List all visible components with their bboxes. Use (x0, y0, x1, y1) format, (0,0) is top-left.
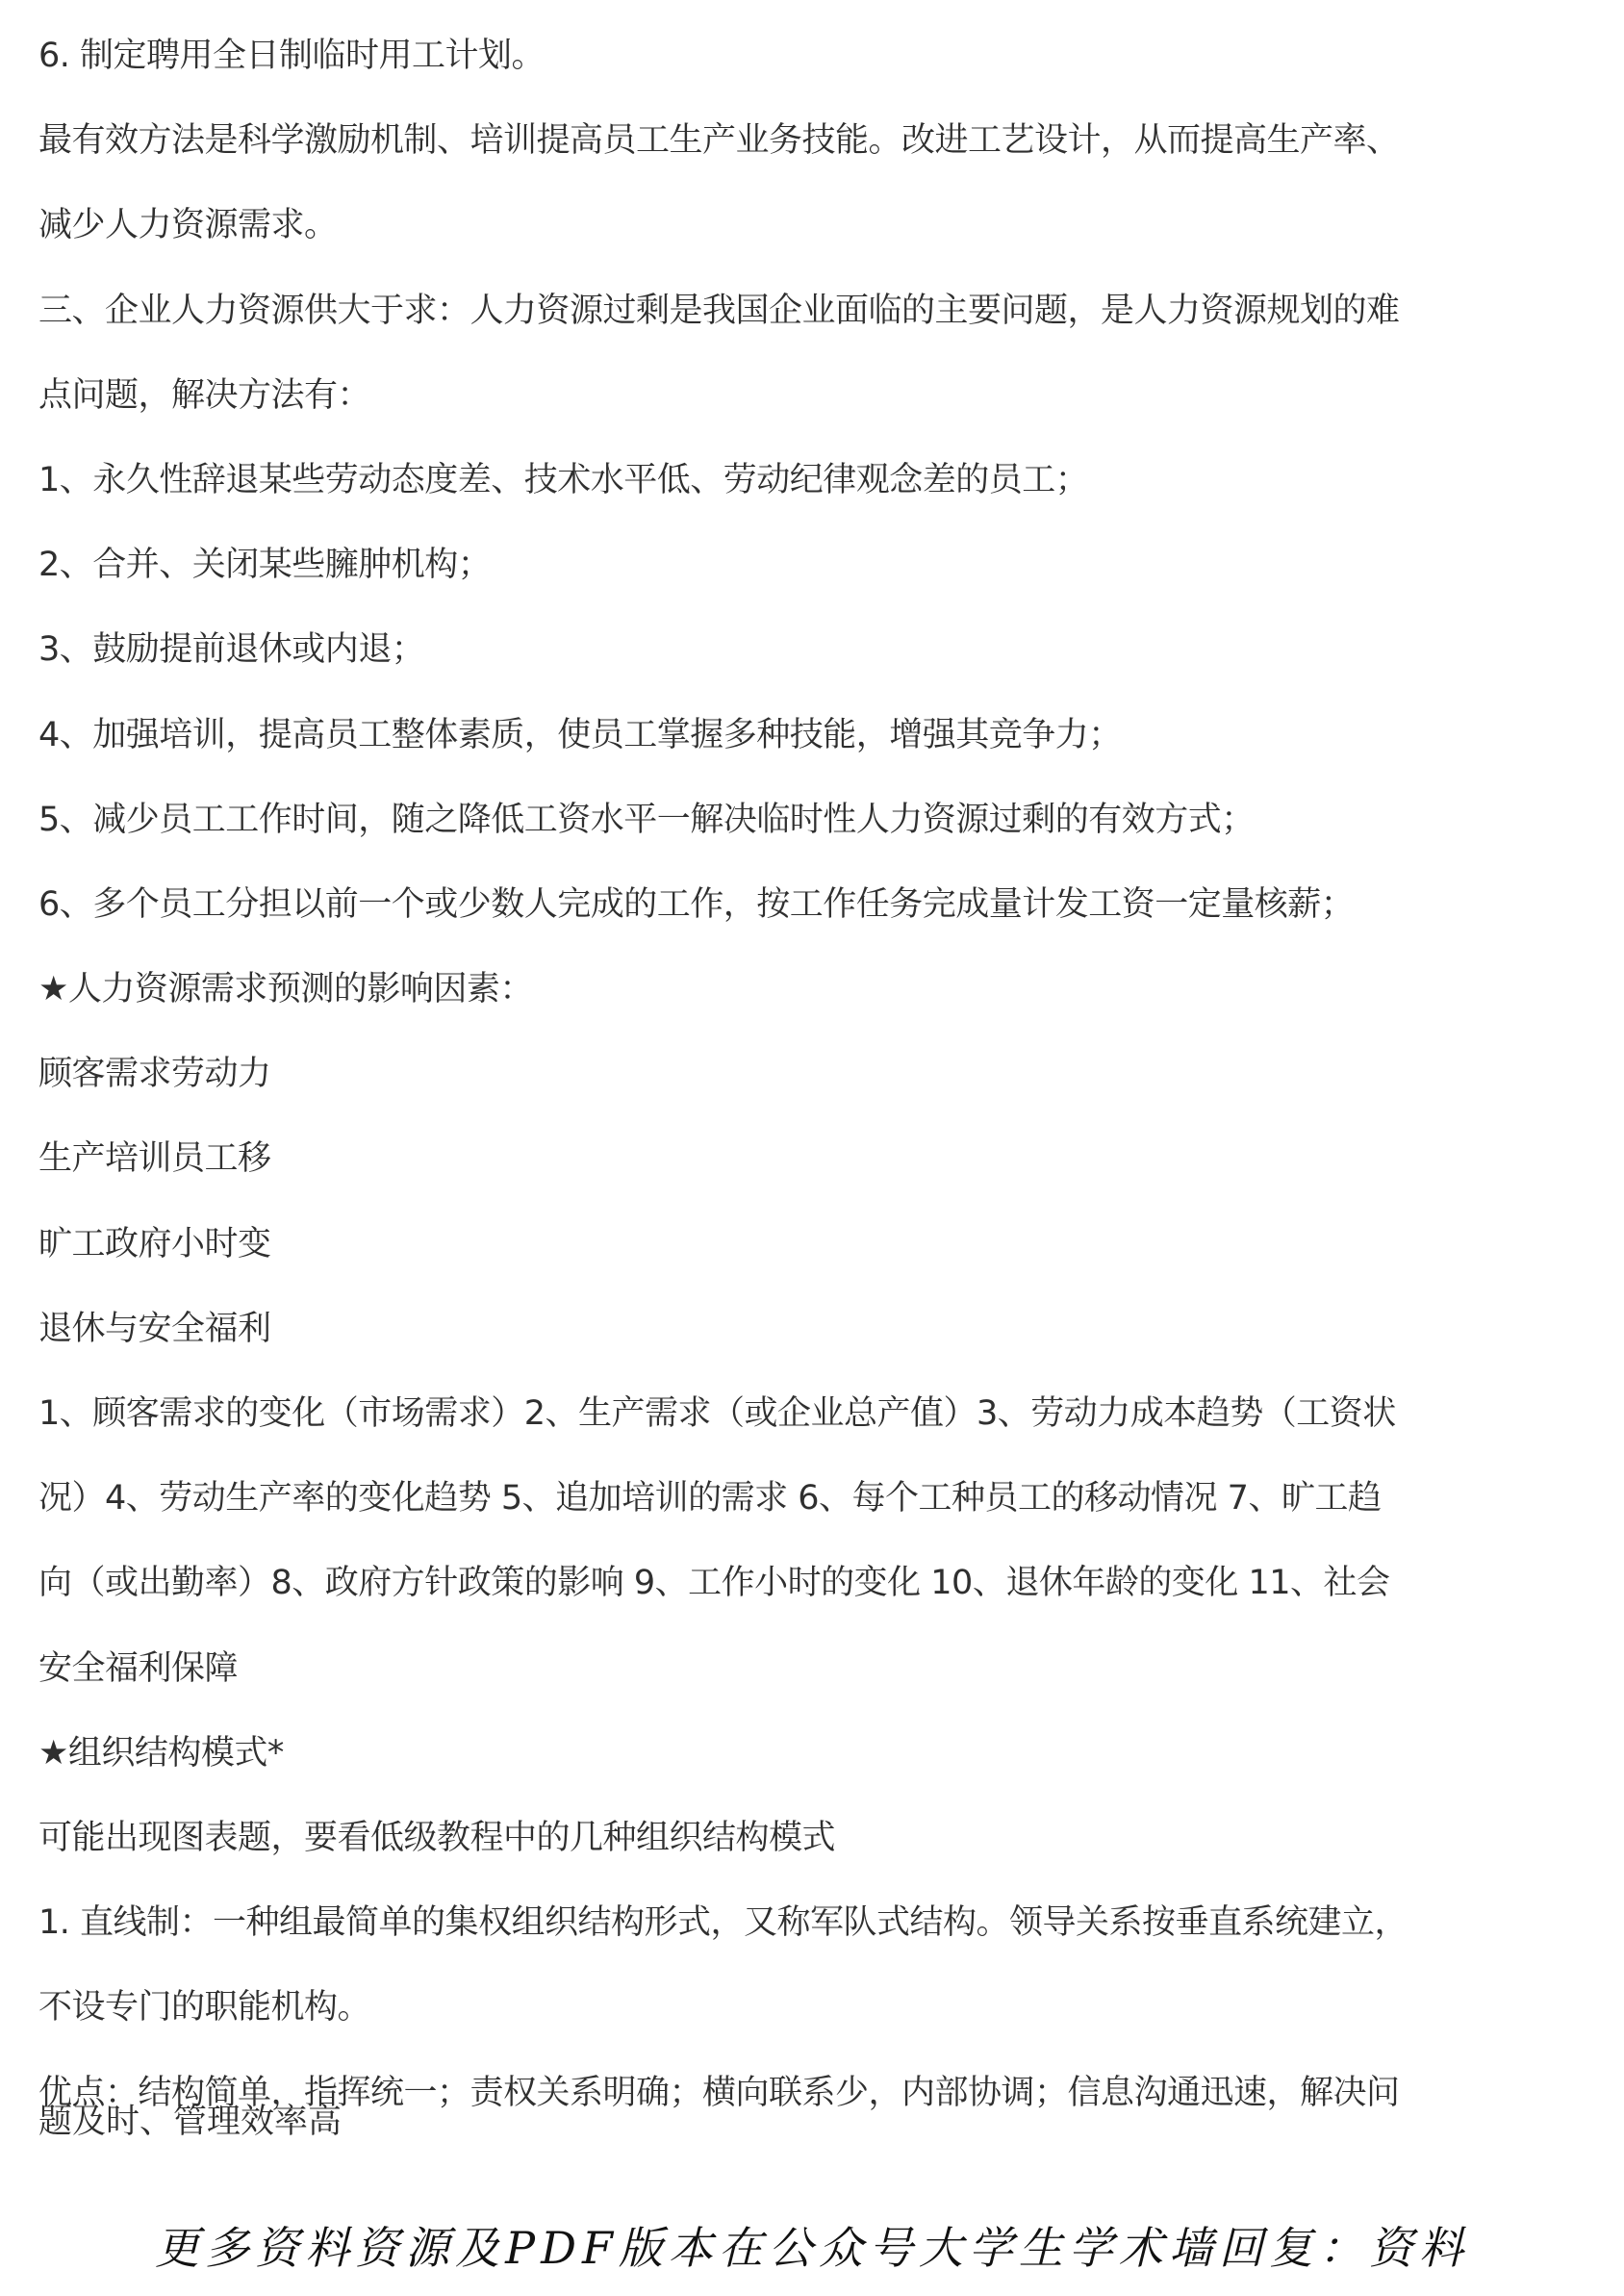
advantages-line-clipped (38, 2102, 1597, 2164)
mnemonic-line-1: 顾客需求劳动力 (38, 1055, 271, 1094)
factors-paragraph-cont-2: 向（或出勤率）8、政府方针政策的影响 9、工作小时的变化 10、退休年龄的变化 11、社会 (38, 1564, 1390, 1603)
mnemonic-line-2: 生产培训员工移 (38, 1139, 271, 1179)
factors-paragraph: 1、顾客需求的变化（市场需求）2、生产需求（或企业总产值）3、劳动力成本趋势（工资状 (38, 1394, 1396, 1433)
section-heading-supply-exceeds-demand-cont: 点问题，解决方法有： (38, 375, 371, 415)
document-body (38, 13, 1597, 2164)
mnemonic-line-4: 退休与安全福利 (38, 1309, 271, 1348)
heading-demand-forecast-factors: ★人力资源需求预测的影响因素： (38, 970, 533, 1009)
list-item-5: 5、减少员工工作时间，随之降低工资水平一解决临时性人力资源过剩的有效方式； (38, 800, 1255, 839)
mnemonic-line-3: 旷工政府小时变 (38, 1224, 271, 1263)
list-item-1: 1、永久性辞退某些劳动态度差、技术水平低、劳动纪律观念差的员工； (38, 460, 1089, 499)
factors-paragraph-cont-1: 况）4、劳动生产率的变化趋势 5、追加培训的需求 6、每个工种员工的移动情况 7、旷工趋 (38, 1479, 1382, 1518)
section-heading-supply-exceeds-demand: 三、企业人力资源供大于求：人力资源过剩是我国企业面临的主要问题，是人力资源规划的难 (38, 291, 1400, 330)
factors-paragraph-cont-3: 安全福利保障 (38, 1648, 239, 1688)
list-item-2: 2、合并、关闭某些臃肿机构； (38, 546, 492, 585)
footer-promo-text: 更多资料资源及PDF版本在公众号大学生学术墙回复：资料 (155, 2222, 1469, 2274)
note-org-structure: 可能出现图表题，要看低级教程中的几种组织结构模式 (38, 1818, 836, 1857)
clipped-text: 题及时、管理效率高 (38, 2102, 343, 2141)
list-item-3: 3、鼓励提前退休或内退； (38, 630, 425, 670)
list-item-4: 4、加强培训，提高员工整体素质，使员工掌握多种技能，增强其竞争力； (38, 715, 1122, 754)
list-item-6-temp-hiring-plan: 6. 制定聘用全日制临时用工计划。 (38, 37, 546, 75)
definition-line-structure: 1. 直线制：一种组最简单的集权组织结构形式，又称军队式结构。领导关系按垂直系统建立， (38, 1903, 1408, 1943)
heading-org-structure-models: ★组织结构模式* (38, 1733, 284, 1773)
paragraph-most-effective-method-cont: 减少人力资源需求。 (38, 206, 338, 245)
paragraph-most-effective-method: 最有效方法是科学激励机制、培训提高员工生产业务技能。改进工艺设计，从而提高生产率、 (38, 121, 1400, 161)
list-item-6: 6、多个员工分担以前一个或少数人完成的工作，按工作任务完成量计发工资一定量核薪； (38, 884, 1355, 924)
advantages-line: 优点：结构简单，指挥统一；责权关系明确；横向联系少，内部协调；信息沟通迅速，解决问 (38, 2073, 1400, 2112)
definition-line-structure-cont: 不设专门的职能机构。 (38, 1988, 371, 2028)
